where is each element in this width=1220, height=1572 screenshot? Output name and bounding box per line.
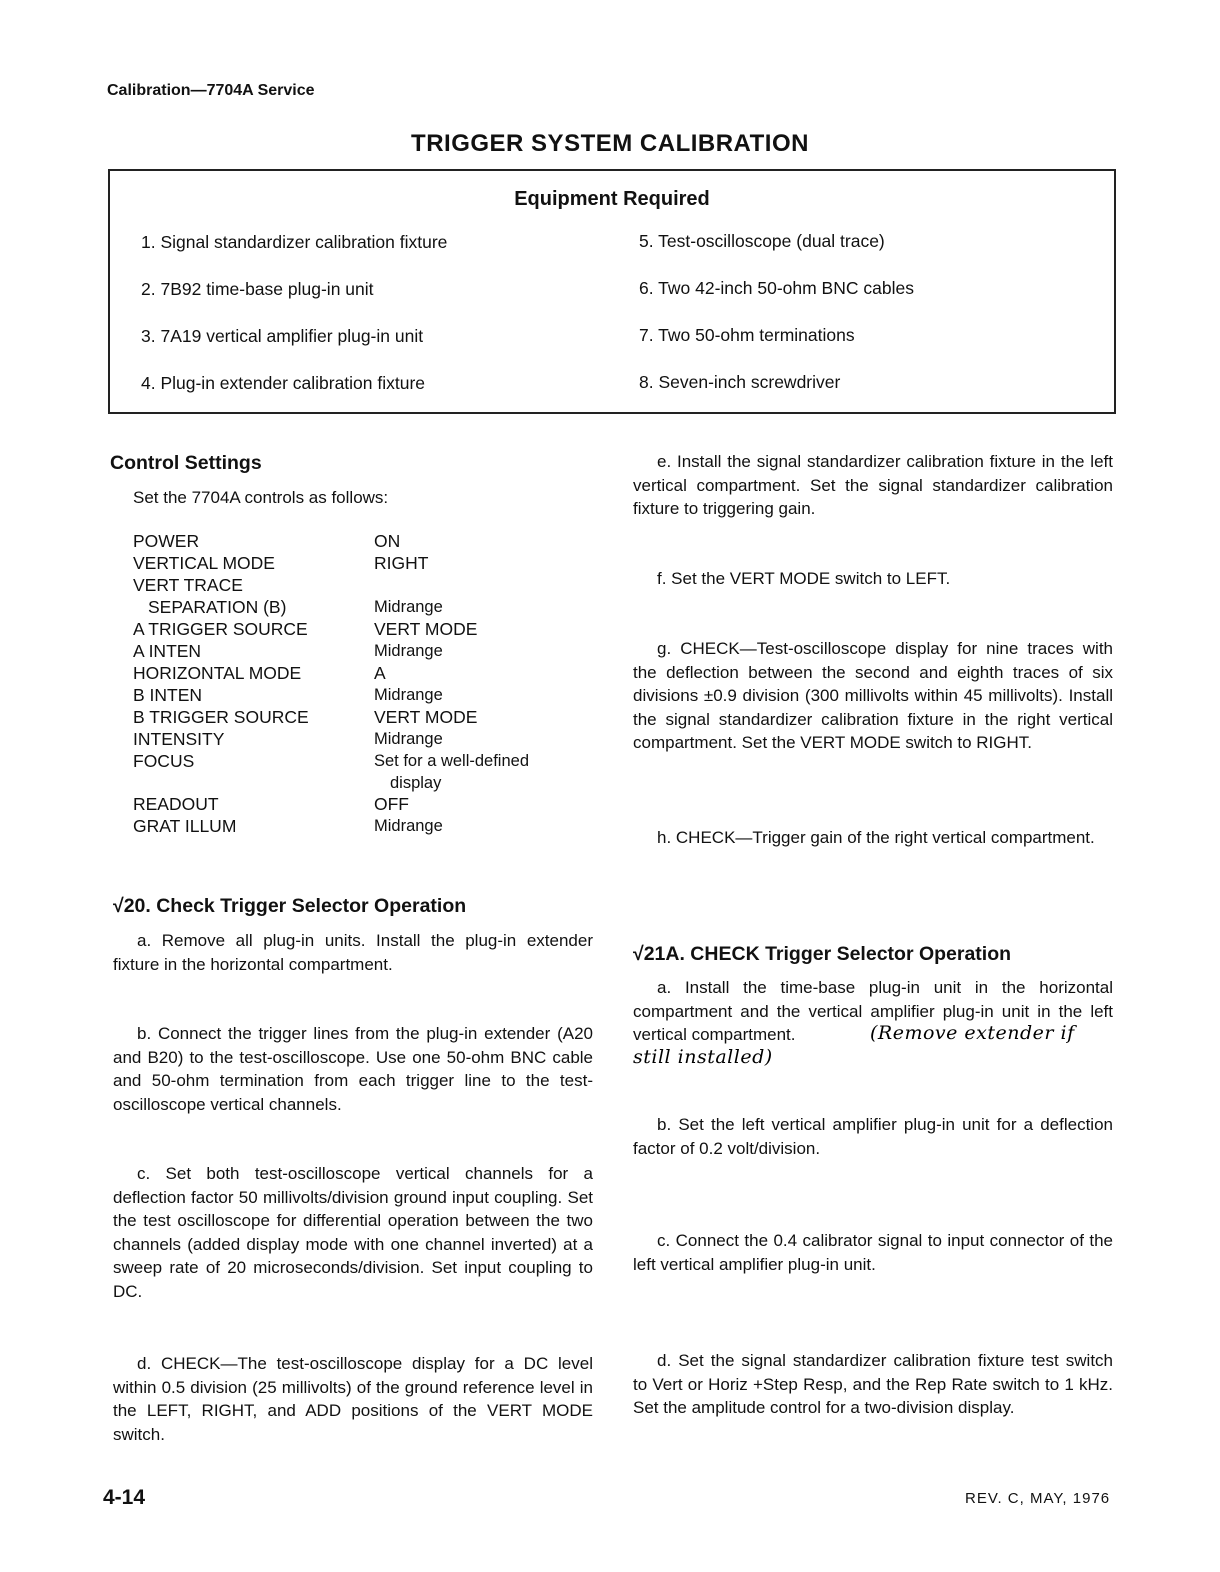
setting-label: B TRIGGER SOURCE xyxy=(133,707,309,727)
step-20g-text: g. CHECK—Test-oscilloscope display for nine traces with the deflection between the second and eighth traces of six divisions ±0.9 division (300 millivolts within 45 millivolts). Install the signal standardizer calibration fixture in the right vertical compartment. Set the VERT MODE switch to RIGHT. xyxy=(633,639,1113,753)
setting-label: FOCUS xyxy=(133,751,195,771)
equipment-item: 3. 7A19 vertical amplifier plug-in unit xyxy=(141,326,424,346)
setting-label: VERTICAL MODE xyxy=(133,553,275,573)
step-20b-text: b. Connect the trigger lines from the plug-in extender (A20 and B20) to the test-oscilloscope. Use one 50-ohm BNC cable and 50-ohm termination from each trigger line to the test-oscilloscope vertical channels. xyxy=(113,1024,593,1114)
step-20d-text: d. CHECK—The test-oscilloscope display for a DC level within 0.5 division (25 millivolts) of the ground reference level in the LEFT, RIGHT, and ADD positions of the VERT MODE switch. xyxy=(113,1354,593,1444)
setting-value: display xyxy=(390,774,442,792)
step-20e-text: e. Install the signal standardizer calibration fixture in the left vertical compartment. Set the signal standardizer calibration fixture to triggering gain. xyxy=(633,452,1113,519)
setting-value: VERT MODE xyxy=(374,707,478,727)
running-head: Calibration—7704A Service xyxy=(107,82,315,99)
setting-label: READOUT xyxy=(133,794,219,814)
revision-note: REV. C, MAY, 1976 xyxy=(965,1490,1111,1507)
setting-label: POWER xyxy=(133,531,200,551)
setting-value: OFF xyxy=(374,794,409,814)
handwritten-note-1: (Remove extender if xyxy=(870,1022,1075,1044)
control-settings-intro: Set the 7704A controls as follows: xyxy=(133,488,389,507)
step-20f-text: f. Set the VERT MODE switch to LEFT. xyxy=(657,569,951,588)
equipment-item: 2. 7B92 time-base plug-in unit xyxy=(141,279,374,299)
setting-label: GRAT ILLUM xyxy=(133,816,237,836)
step-21a-a-text: a. Install the time-base plug-in unit in the horizontal compartment and the vertical amplifier plug-in unit in the left vertical compartment. xyxy=(633,978,1113,1045)
step-21a-c-text: c. Connect the 0.4 calibrator signal to input connector of the left vertical amplifier plug-in unit. xyxy=(633,1231,1113,1274)
setting-label: B INTEN xyxy=(133,685,203,705)
page-number: 4-14 xyxy=(103,1486,146,1509)
equipment-item: 7. Two 50-ohm terminations xyxy=(639,325,855,345)
setting-label: VERT TRACE xyxy=(133,575,243,595)
page-title: TRIGGER SYSTEM CALIBRATION xyxy=(411,130,809,157)
step-20a-text: a. Remove all plug-in units. Install the plug-in extender fixture in the horizontal compartment. xyxy=(113,931,593,974)
equipment-item: 5. Test-oscilloscope (dual trace) xyxy=(639,231,885,251)
equipment-box xyxy=(108,169,1116,414)
setting-value: ON xyxy=(374,531,401,551)
setting-label: A INTEN xyxy=(133,641,202,661)
setting-value: VERT MODE xyxy=(374,619,478,639)
setting-value: Midrange xyxy=(374,598,443,616)
setting-label: INTENSITY xyxy=(133,729,225,749)
setting-label: SEPARATION (B) xyxy=(148,597,287,617)
equipment-item: 1. Signal standardizer calibration fixture xyxy=(141,232,448,252)
setting-value: RIGHT xyxy=(374,553,429,573)
setting-label: A TRIGGER SOURCE xyxy=(133,619,308,639)
control-settings-heading: Control Settings xyxy=(110,452,262,474)
step-20c-text: c. Set both test-oscilloscope vertical channels for a deflection factor 50 millivolts/division ground input coupling. Set the test oscilloscope for differential operation between the two channels (added display mode with one channel inverted) at a sweep rate of 20 microseconds/division. Set input coupling to DC. xyxy=(113,1164,593,1301)
setting-value: Midrange xyxy=(374,817,443,835)
setting-value: A xyxy=(374,663,386,683)
setting-value: Midrange xyxy=(374,730,443,748)
step-21a-d-text: d. Set the signal standardizer calibration fixture test switch to Vert or Horiz +Step Resp, and the Rep Rate switch to 1 kHz. Set the amplitude control for a two-division display. xyxy=(633,1351,1113,1418)
equipment-heading: Equipment Required xyxy=(514,188,710,210)
step-21a-b-text: b. Set the left vertical amplifier plug-in unit for a deflection factor of 0.2 volt/division. xyxy=(633,1115,1113,1158)
setting-value: Midrange xyxy=(374,686,443,704)
handwritten-note-2: still installed) xyxy=(633,1046,773,1068)
step-21a-heading: √21A. CHECK Trigger Selector Operation xyxy=(633,943,1012,965)
setting-label: HORIZONTAL MODE xyxy=(133,663,302,683)
equipment-item: 8. Seven-inch screwdriver xyxy=(639,372,841,392)
equipment-item: 6. Two 42-inch 50-ohm BNC cables xyxy=(639,278,914,298)
setting-value: Midrange xyxy=(374,642,443,660)
equipment-item: 4. Plug-in extender calibration fixture xyxy=(141,373,426,393)
step-20h-text: h. CHECK—Trigger gain of the right vertical compartment. xyxy=(657,828,1095,847)
setting-value: Set for a well-defined xyxy=(374,752,530,770)
step-20-heading: √20. Check Trigger Selector Operation xyxy=(113,895,467,917)
